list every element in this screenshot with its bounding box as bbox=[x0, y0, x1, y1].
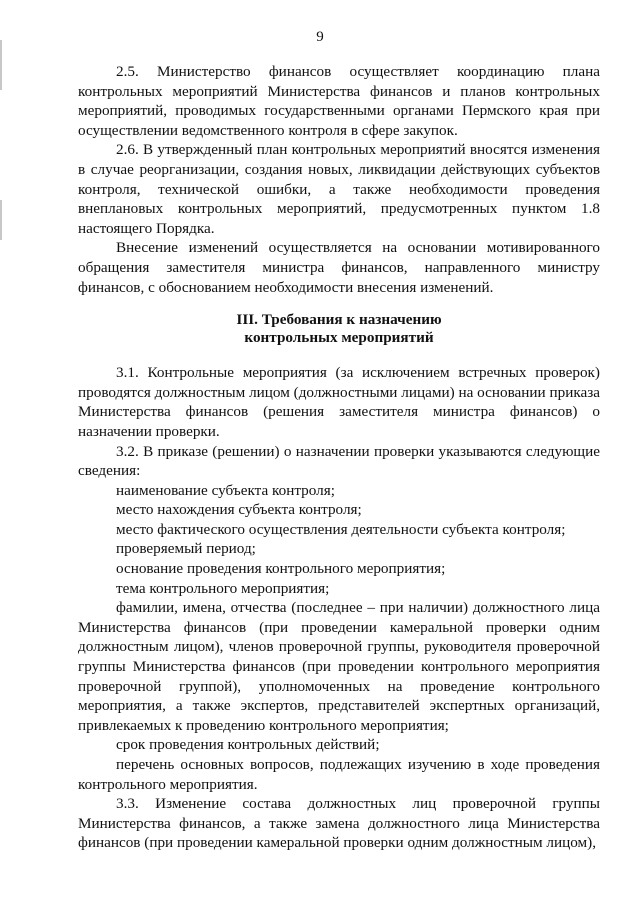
page-number: 9 bbox=[316, 29, 324, 45]
list-item: основание проведения контрольного мероприятия; bbox=[116, 560, 446, 578]
document-body bbox=[78, 62, 600, 853]
list-item: тема контрольного мероприятия; bbox=[116, 579, 330, 597]
paragraph-3-2: 3.2. В приказе (решении) о назначении проверки указываются следующие сведения: bbox=[78, 442, 600, 480]
list-item: место фактического осуществления деятельности субъекта контроля; bbox=[116, 520, 566, 538]
paragraph-3-1: 3.1. Контрольные мероприятия (за исключением встречных проверок) проводятся должностным лицом (должностными лицами) на основании приказа Министерства финансов (решения заместителя министра финансов) о назначении проверки. bbox=[78, 364, 600, 440]
list-item: перечень основных вопросов, подлежащих изучению в ходе проведения контрольного мероприятия. bbox=[78, 756, 600, 793]
list-item: фамилии, имена, отчества (последнее – при наличии) должностного лица Министерства финансов (при проведении камеральной проверки одним должностным лицом), членов проверочной группы, руководителя проверочной группы Министерства финансов (при проведении контрольного мероприятия проверочной группой), уполномоченных на проведение контрольного мероприятия, а также экспертов, представителей экспертных организаций, привлекаемых к проведению контрольного мероприятия; bbox=[78, 599, 600, 734]
paragraph-2-6: 2.6. В утвержденный план контрольных мероприятий вносятся изменения в случае реорганизации, создания новых, ликвидации действующих субъектов контроля, технической ошибки, а также необходимости проведения внеплановых контрольных мероприятий, предусмотренных пунктом 1.8 настоящего Порядка. bbox=[78, 141, 600, 237]
section-heading bbox=[78, 311, 600, 347]
list-item: срок проведения контрольных действий; bbox=[116, 736, 380, 754]
section-heading-line-2: контрольных мероприятий bbox=[244, 329, 434, 347]
page-edge-mark bbox=[0, 40, 2, 90]
page-edge-mark bbox=[0, 200, 2, 240]
list-item: проверяемый период; bbox=[116, 540, 256, 558]
list-item: место нахождения субъекта контроля; bbox=[116, 501, 362, 519]
section-heading-line-1: III. Требования к назначению bbox=[236, 311, 442, 329]
paragraph-amendments: Внесение изменений осуществляется на основании мотивированного обращения заместителя министра финансов, направленного министру финансов, с обоснованием необходимости внесения изменений. bbox=[78, 239, 600, 296]
list-item: наименование субъекта контроля; bbox=[116, 481, 335, 499]
paragraph-2-5: 2.5. Министерство финансов осуществляет координацию плана контрольных мероприятий Министерства финансов и планов контрольных мероприятий, проводимых государственными органами Пермского края при осуществлении ведомственного контроля в сфере закупок. bbox=[78, 63, 600, 139]
paragraph-3-3: 3.3. Изменение состава должностных лиц проверочной группы Министерства финансов, а также замена должностного лица Министерства финансов (при проведении камеральной проверки одним должностным лицом), bbox=[78, 795, 600, 852]
